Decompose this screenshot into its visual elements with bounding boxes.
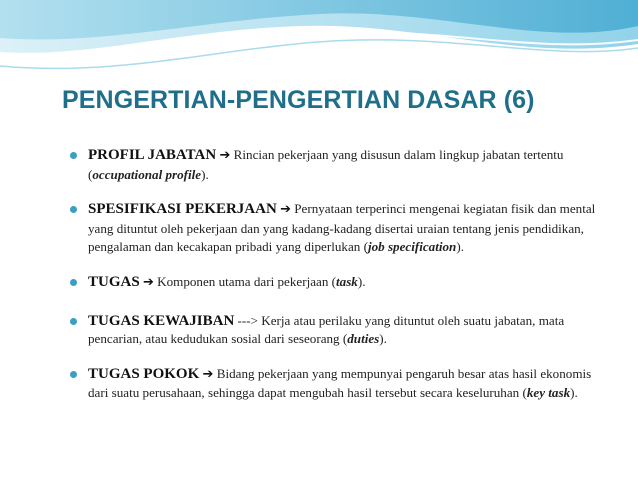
bullet-icon bbox=[70, 318, 77, 325]
right-arrow-icon: ➔ bbox=[219, 148, 231, 163]
list-item bbox=[70, 365, 600, 403]
definition-text: ---> Kerja atau perilaku yang dituntut oleh suatu jabatan, mata pencarian, atau kedudukan sosial dari seseorang ( bbox=[88, 312, 565, 347]
list-item bbox=[70, 312, 600, 349]
right-arrow-icon: ➔ bbox=[202, 366, 214, 382]
bullet-icon bbox=[70, 279, 77, 286]
english-term: occupational profile bbox=[92, 166, 202, 182]
slide-title: PENGERTIAN-PENGERTIAN DASAR (6) bbox=[62, 86, 535, 114]
header-wave-decoration bbox=[0, 0, 638, 80]
definition-text: Rincian pekerjaan yang disusun dalam lingkup jabatan tertentu ( bbox=[88, 147, 564, 182]
list-item bbox=[70, 146, 600, 184]
term-label: TUGAS KEWAJIBAN bbox=[88, 312, 235, 329]
definition-tail: ). bbox=[379, 331, 387, 347]
bullet-list bbox=[70, 146, 600, 403]
definition-text: Pernyataan terperinci mengenai kegiatan fisik dan mental yang dituntut oleh pekerjaan dan yang kadang-kadang disertai uraian tentang jenis pendidikan, pengalaman dan kecakapan pribadi yang diperlukan ( bbox=[88, 201, 596, 255]
definition-tail: ). bbox=[357, 273, 366, 289]
right-arrow-icon: ➔ bbox=[280, 202, 291, 218]
term-label: TUGAS bbox=[88, 273, 140, 290]
english-term: duties bbox=[347, 331, 380, 347]
definition-tail: ). bbox=[570, 385, 578, 401]
term-label: PROFIL JABATAN bbox=[88, 147, 217, 163]
english-term: task bbox=[336, 273, 358, 289]
list-item bbox=[70, 200, 600, 257]
right-arrow-icon: ➔ bbox=[142, 274, 154, 290]
list-item bbox=[70, 273, 600, 293]
definition-tail: ). bbox=[201, 166, 209, 182]
definition-text: Bidang pekerjaan yang mempunyai pengaruh besar atas hasil ekonomis dari suatu perusahaan, sehingga dapat mengubah hasil tersebut secara keseluruhan ( bbox=[88, 365, 592, 401]
english-term: job specification bbox=[367, 239, 457, 255]
term-label: SPESIFIKASI PEKERJAAN bbox=[88, 201, 277, 218]
definition-text: Komponen utama dari pekerjaan ( bbox=[153, 273, 337, 289]
bullet-icon bbox=[70, 152, 77, 159]
english-term: key task bbox=[526, 385, 571, 401]
bullet-icon bbox=[70, 371, 77, 378]
bullet-icon bbox=[70, 206, 77, 213]
definition-tail: ). bbox=[456, 239, 464, 255]
term-label: TUGAS POKOK bbox=[88, 365, 200, 382]
